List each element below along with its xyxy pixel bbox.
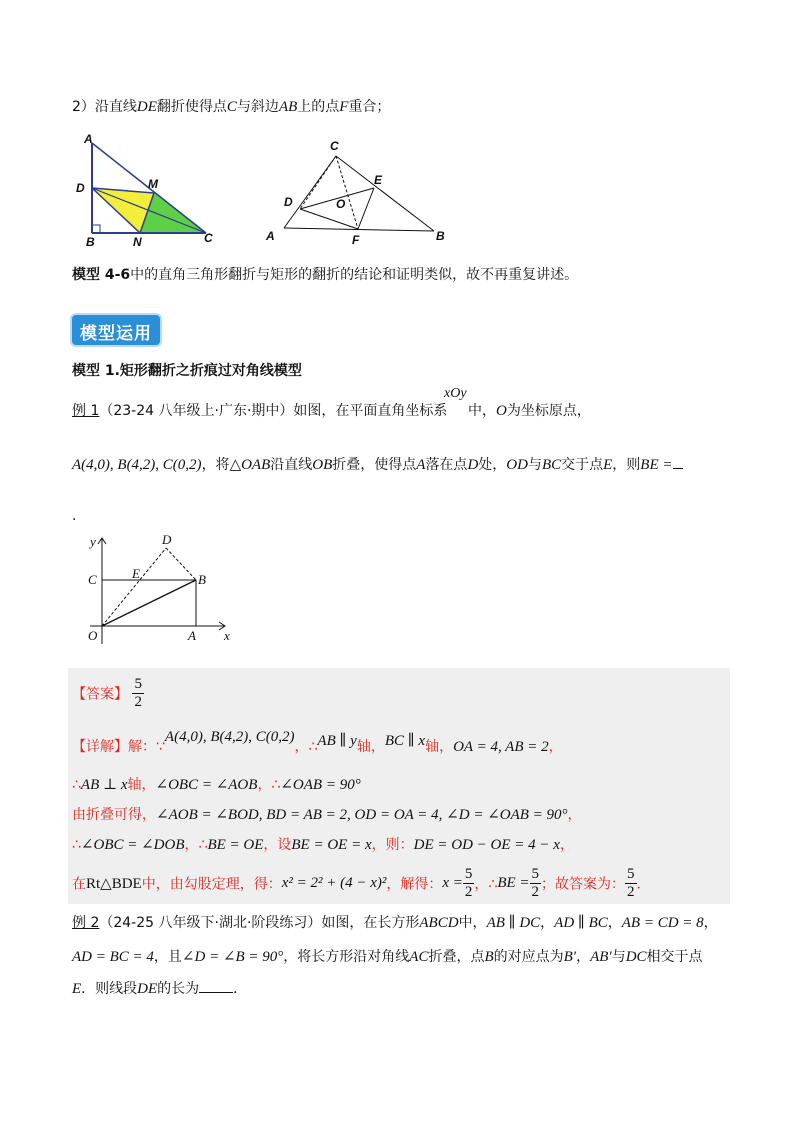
- label-c2: C: [330, 139, 339, 153]
- figure-triangle-fold: [262, 136, 452, 248]
- figure-coordinate-fold: [80, 532, 240, 650]
- label-d2: D: [284, 195, 293, 209]
- label-c3: C: [88, 572, 97, 587]
- figure-right-triangle-fold: [76, 128, 226, 252]
- label-b2: B: [436, 229, 445, 243]
- xoy-label: xOy: [444, 386, 467, 401]
- label-m: M: [148, 177, 158, 191]
- label-n: N: [133, 235, 142, 249]
- example-2-tag: 例 2: [72, 915, 100, 931]
- label-e2: E: [374, 173, 383, 187]
- label-a3: A: [188, 628, 196, 643]
- answer-blank[interactable]: [673, 454, 683, 469]
- example-2-line-3: E．则线段DE的长为 ．: [72, 978, 247, 998]
- intro-line: 2）沿直线DE翻折使得点C与斜边AB上的点F重合；: [72, 99, 391, 115]
- label-f2: F: [352, 233, 360, 247]
- label-d3: D: [162, 532, 172, 547]
- label-b3: B: [198, 572, 206, 587]
- fraction-final: $\frac{5}{2}$: [627, 866, 635, 900]
- axis-label-x: x: [224, 628, 230, 643]
- answer-line: 【答案】 $\frac{5}{2}$: [72, 676, 142, 710]
- axis-label-y: y: [90, 534, 96, 549]
- label-a2: A: [266, 229, 275, 243]
- detail-line-5: 在Rt△BDE中，由勾股定理，得：x² = 2² + (4 − x)²，解得：x = $\frac{5}{2}$ ，∴BE = $\frac{5}{2}$ ；故答案为： $\frac{5}{2}$ ．: [72, 866, 651, 900]
- section-badge: [70, 313, 162, 347]
- label-e3: E: [132, 566, 140, 581]
- model-note: 模型 4-6中的直角三角形翻折与矩形的翻折的结论和证明类似，故不再重复讲述。: [72, 267, 579, 283]
- label-a: A: [84, 132, 93, 146]
- example-2-line-2: AD = BC = 4，且∠D = ∠B = 90°，将长方形沿对角线AC折叠，点B的对应点为B′，AB′与DC相交于点: [72, 949, 703, 965]
- detail-line-3: 由折叠可得，∠AOB = ∠BOD, BD = AB = 2, OD = OA = 4, ∠D = ∠OAB = 90°，: [72, 807, 582, 823]
- example-1-tag: 例 1: [72, 403, 100, 419]
- label-c: C: [204, 231, 213, 245]
- fraction-be: $\frac{5}{2}$: [531, 866, 540, 900]
- answer-fraction: $\frac{5}{2}$: [134, 676, 142, 710]
- example-2-line-1: 例 2（24-25 八年级下·湖北·阶段练习）如图，在长方形ABCD中，AB ∥ DC，AD ∥ BC，AB = CD = 8，: [72, 915, 718, 931]
- label-o3: O: [88, 628, 98, 643]
- example-1-end: .: [72, 508, 77, 524]
- label-d: D: [76, 181, 85, 195]
- label-o2: O: [336, 197, 346, 211]
- example-1-line-2: A(4,0), B(4,2), C(0,2)，将△OAB沿直线OB折叠，使得点A落在点D处，OD与BC交于点E，则BE =: [72, 454, 683, 474]
- section-badge-label: 模型运用: [80, 324, 152, 344]
- detail-line-1: 【详解】解：∵A(4,0), B(4,2), C(0,2)，∴AB ∥ y轴，BC ∥ x轴，OA = 4, AB = 2，: [72, 729, 563, 755]
- answer-blank-2[interactable]: [199, 978, 233, 993]
- example-1-line-1b: 中，O为坐标原点，: [468, 403, 591, 419]
- detail-line-4: ∴∠OBC = ∠DOB，∴BE = OE，设BE = OE = x，则：DE = OD − OE = 4 − x，: [72, 837, 574, 853]
- detail-line-2: ∴AB ⊥ x轴，∠OBC = ∠AOB，∴∠OAB = 90°: [72, 777, 361, 793]
- example-1-line-1: 例 1（23-24 八年级上·广东·期中）如图，在平面直角坐标系: [72, 403, 448, 419]
- fraction-x: $\frac{5}{2}$: [464, 866, 473, 900]
- label-b: B: [86, 235, 95, 249]
- model1-title: 模型 1.矩形翻折之折痕过对角线模型: [72, 363, 302, 379]
